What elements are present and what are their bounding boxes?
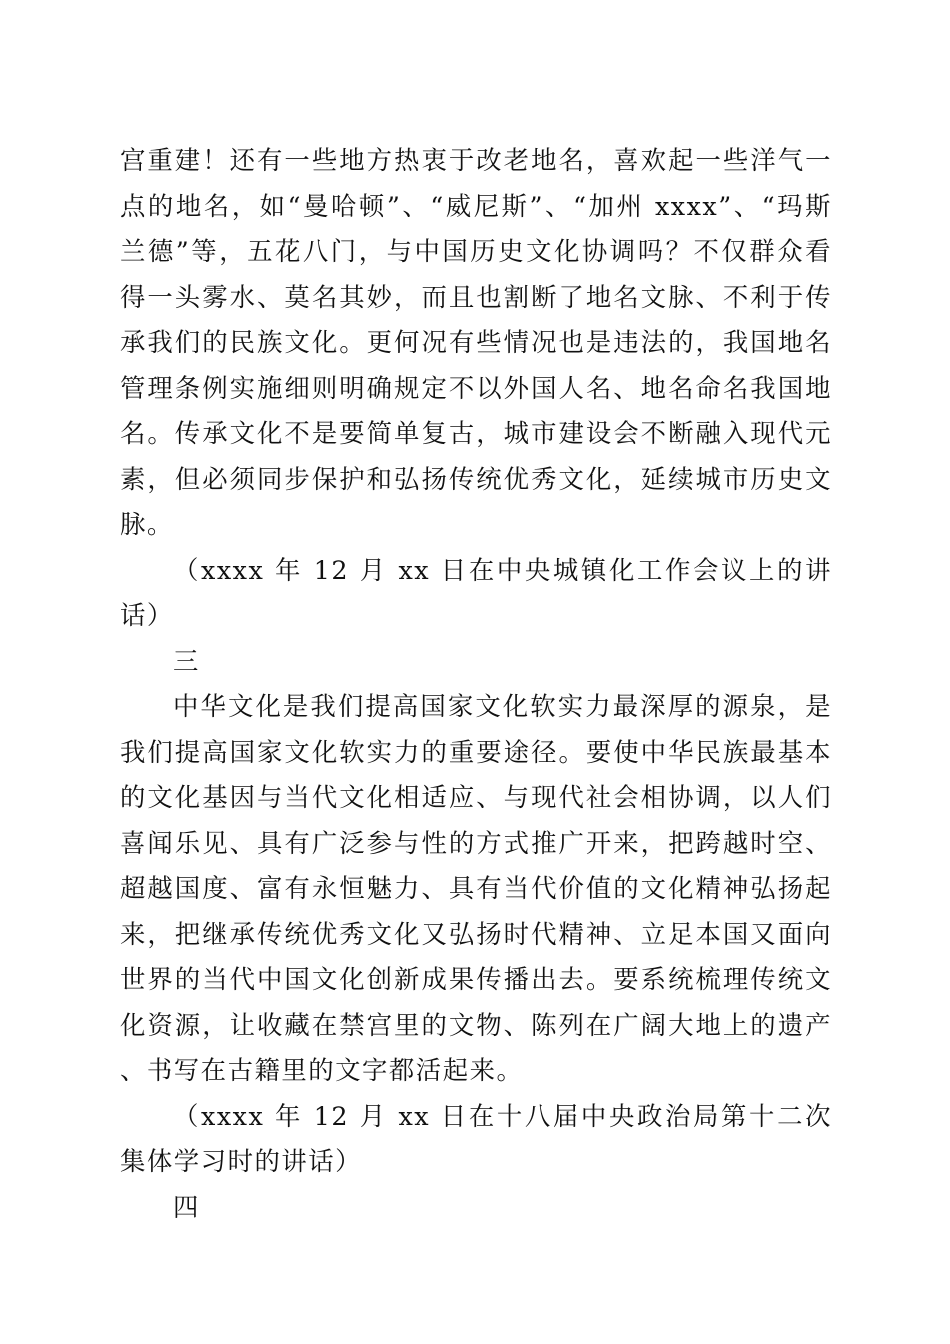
document-page: [120, 138, 832, 1230]
section-heading-three: 三: [173, 645, 200, 676]
body-paragraph-continued: 宫重建！还有一些地方热衷于改老地名，喜欢起一些洋气一点的地名，如“曼哈顿”、“威尼斯”、“加州 xxxx”、“玛斯兰德”等，五花八门，与中国历史文化协调吗？不仅群众看得一头雾水、莫名其妙，而且也割断了地名文脉、不利于传承我们的民族文化。更何况有些情况也是违法的，我国地名管理条例实施细则明确规定不以外国人名、地名命名我国地名。传承文化不是要简单复古，城市建设会不断融入现代元素，但必须同步保护和弘扬传统优秀文化，延续城市历史文脉。: [120, 145, 832, 539]
body-paragraph: 中华文化是我们提高国家文化软实力最深厚的源泉，是我们提高国家文化软实力的重要途径。要使中华民族最基本的文化基因与当代文化相适应、与现代社会相协调，以人们喜闻乐见、具有广泛参与性的方式推广开来，把跨越时空、超越国度、富有永恒魅力、具有当代价值的文化精神弘扬起来，把继承传统优秀文化又弘扬时代精神、立足本国又面向世界的当代中国文化创新成果传播出去。要系统梳理传统文化资源，让收藏在禁宫里的文物、陈列在广阔大地上的遗产、书写在古籍里的文字都活起来。: [120, 691, 832, 1085]
speech-citation: （xxxx 年 12 月 xx 日在中央城镇化工作会议上的讲话）: [120, 554, 832, 630]
section-heading-four: 四: [173, 1191, 200, 1222]
speech-citation: （xxxx 年 12 月 xx 日在十八届中央政治局第十二次集体学习时的讲话）: [120, 1100, 832, 1176]
